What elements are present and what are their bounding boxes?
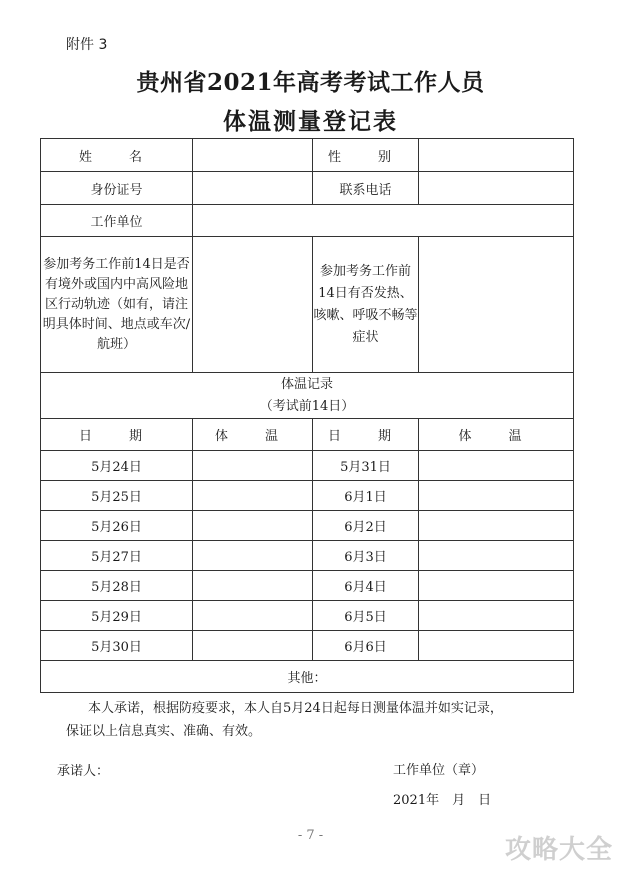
date-column-header-right: 日 期: [313, 419, 419, 451]
temperature-field[interactable]: [193, 451, 313, 481]
date-cell: 5月26日: [41, 511, 193, 541]
temperature-registration-form: [40, 138, 574, 693]
temperature-field[interactable]: [419, 481, 574, 511]
date-cell: 6月3日: [313, 541, 419, 571]
workplace-label: 工作单位: [41, 205, 193, 237]
temperature-field[interactable]: [193, 481, 313, 511]
date-cell: 5月30日: [41, 631, 193, 661]
watermark-logo: 攻略大全: [504, 835, 613, 865]
temperature-field[interactable]: [193, 511, 313, 541]
table-row: [41, 571, 574, 601]
date-cell: 6月5日: [313, 601, 419, 631]
name-field[interactable]: [193, 139, 313, 172]
id-number-field[interactable]: [193, 172, 313, 205]
date-cell: 5月29日: [41, 601, 193, 631]
phone-field[interactable]: [419, 172, 574, 205]
temperature-field[interactable]: [419, 451, 574, 481]
attachment-label: 附件 3: [66, 37, 108, 53]
promise-text-line2: 保证以上信息真实、准确、有效。: [66, 724, 262, 739]
date-cell: 5月24日: [41, 451, 193, 481]
table-row: [41, 631, 574, 661]
gender-field[interactable]: [419, 139, 574, 172]
temperature-field[interactable]: [193, 571, 313, 601]
temperature-record-title: 体温记录: [280, 376, 333, 392]
temperature-field[interactable]: [419, 541, 574, 571]
promise-text-line1: 本人承诺，根据防疫要求，本人自5月24日起每日测量体温并如实记录，: [88, 701, 503, 716]
date-cell: 6月2日: [313, 511, 419, 541]
other-notes-field[interactable]: [41, 661, 574, 693]
temperature-record-subtitle: （考试前14日）: [259, 398, 355, 414]
table-row: [41, 601, 574, 631]
date-cell: 6月6日: [313, 631, 419, 661]
date-cell: 5月27日: [41, 541, 193, 571]
date-cell: 5月28日: [41, 571, 193, 601]
table-row: [41, 481, 574, 511]
travel-history-field[interactable]: [193, 237, 313, 373]
workplace-field[interactable]: [193, 205, 574, 237]
temperature-field[interactable]: [419, 601, 574, 631]
symptom-field[interactable]: [419, 237, 574, 373]
symptom-question: 参加考务工作前14日有否发热、咳嗽、呼吸不畅等症状: [313, 237, 419, 373]
temperature-field[interactable]: [193, 631, 313, 661]
temperature-field[interactable]: [193, 601, 313, 631]
date-cell: 5月25日: [41, 481, 193, 511]
work-unit-seal-label: 工作单位（章）: [393, 763, 485, 778]
page-number: - 7 -: [297, 828, 324, 843]
temperature-field[interactable]: [419, 511, 574, 541]
date-cell: 5月31日: [313, 451, 419, 481]
date-column-header: 日 期: [41, 419, 193, 451]
table-row: [41, 511, 574, 541]
travel-history-question: 参加考务工作前14日是否有境外或国内中高风险地区行动轨迹（如有，请注明具体时间、地点或车次/航班）: [41, 237, 193, 373]
temperature-record-header: [41, 373, 574, 419]
temperature-column-header-right: 体 温: [419, 419, 574, 451]
signer-label: 承诺人：: [57, 764, 110, 779]
phone-label: 联系电话: [313, 172, 419, 205]
temperature-field[interactable]: [419, 631, 574, 661]
date-cell: 6月1日: [313, 481, 419, 511]
other-notes-label: 其他：: [287, 671, 327, 686]
table-row: [41, 451, 574, 481]
date-cell: 6月4日: [313, 571, 419, 601]
temperature-field[interactable]: [193, 541, 313, 571]
name-label: 姓 名: [41, 139, 193, 172]
gender-label: 性 别: [313, 139, 419, 172]
id-number-label: 身份证号: [41, 172, 193, 205]
table-row: [41, 541, 574, 571]
document-subtitle: 体温测量登记表: [223, 108, 398, 135]
temperature-column-header: 体 温: [193, 419, 313, 451]
sign-date-label: 2021年 月 日: [393, 793, 492, 808]
document-title: 贵州省2021年高考考试工作人员: [136, 69, 485, 96]
temperature-field[interactable]: [419, 571, 574, 601]
